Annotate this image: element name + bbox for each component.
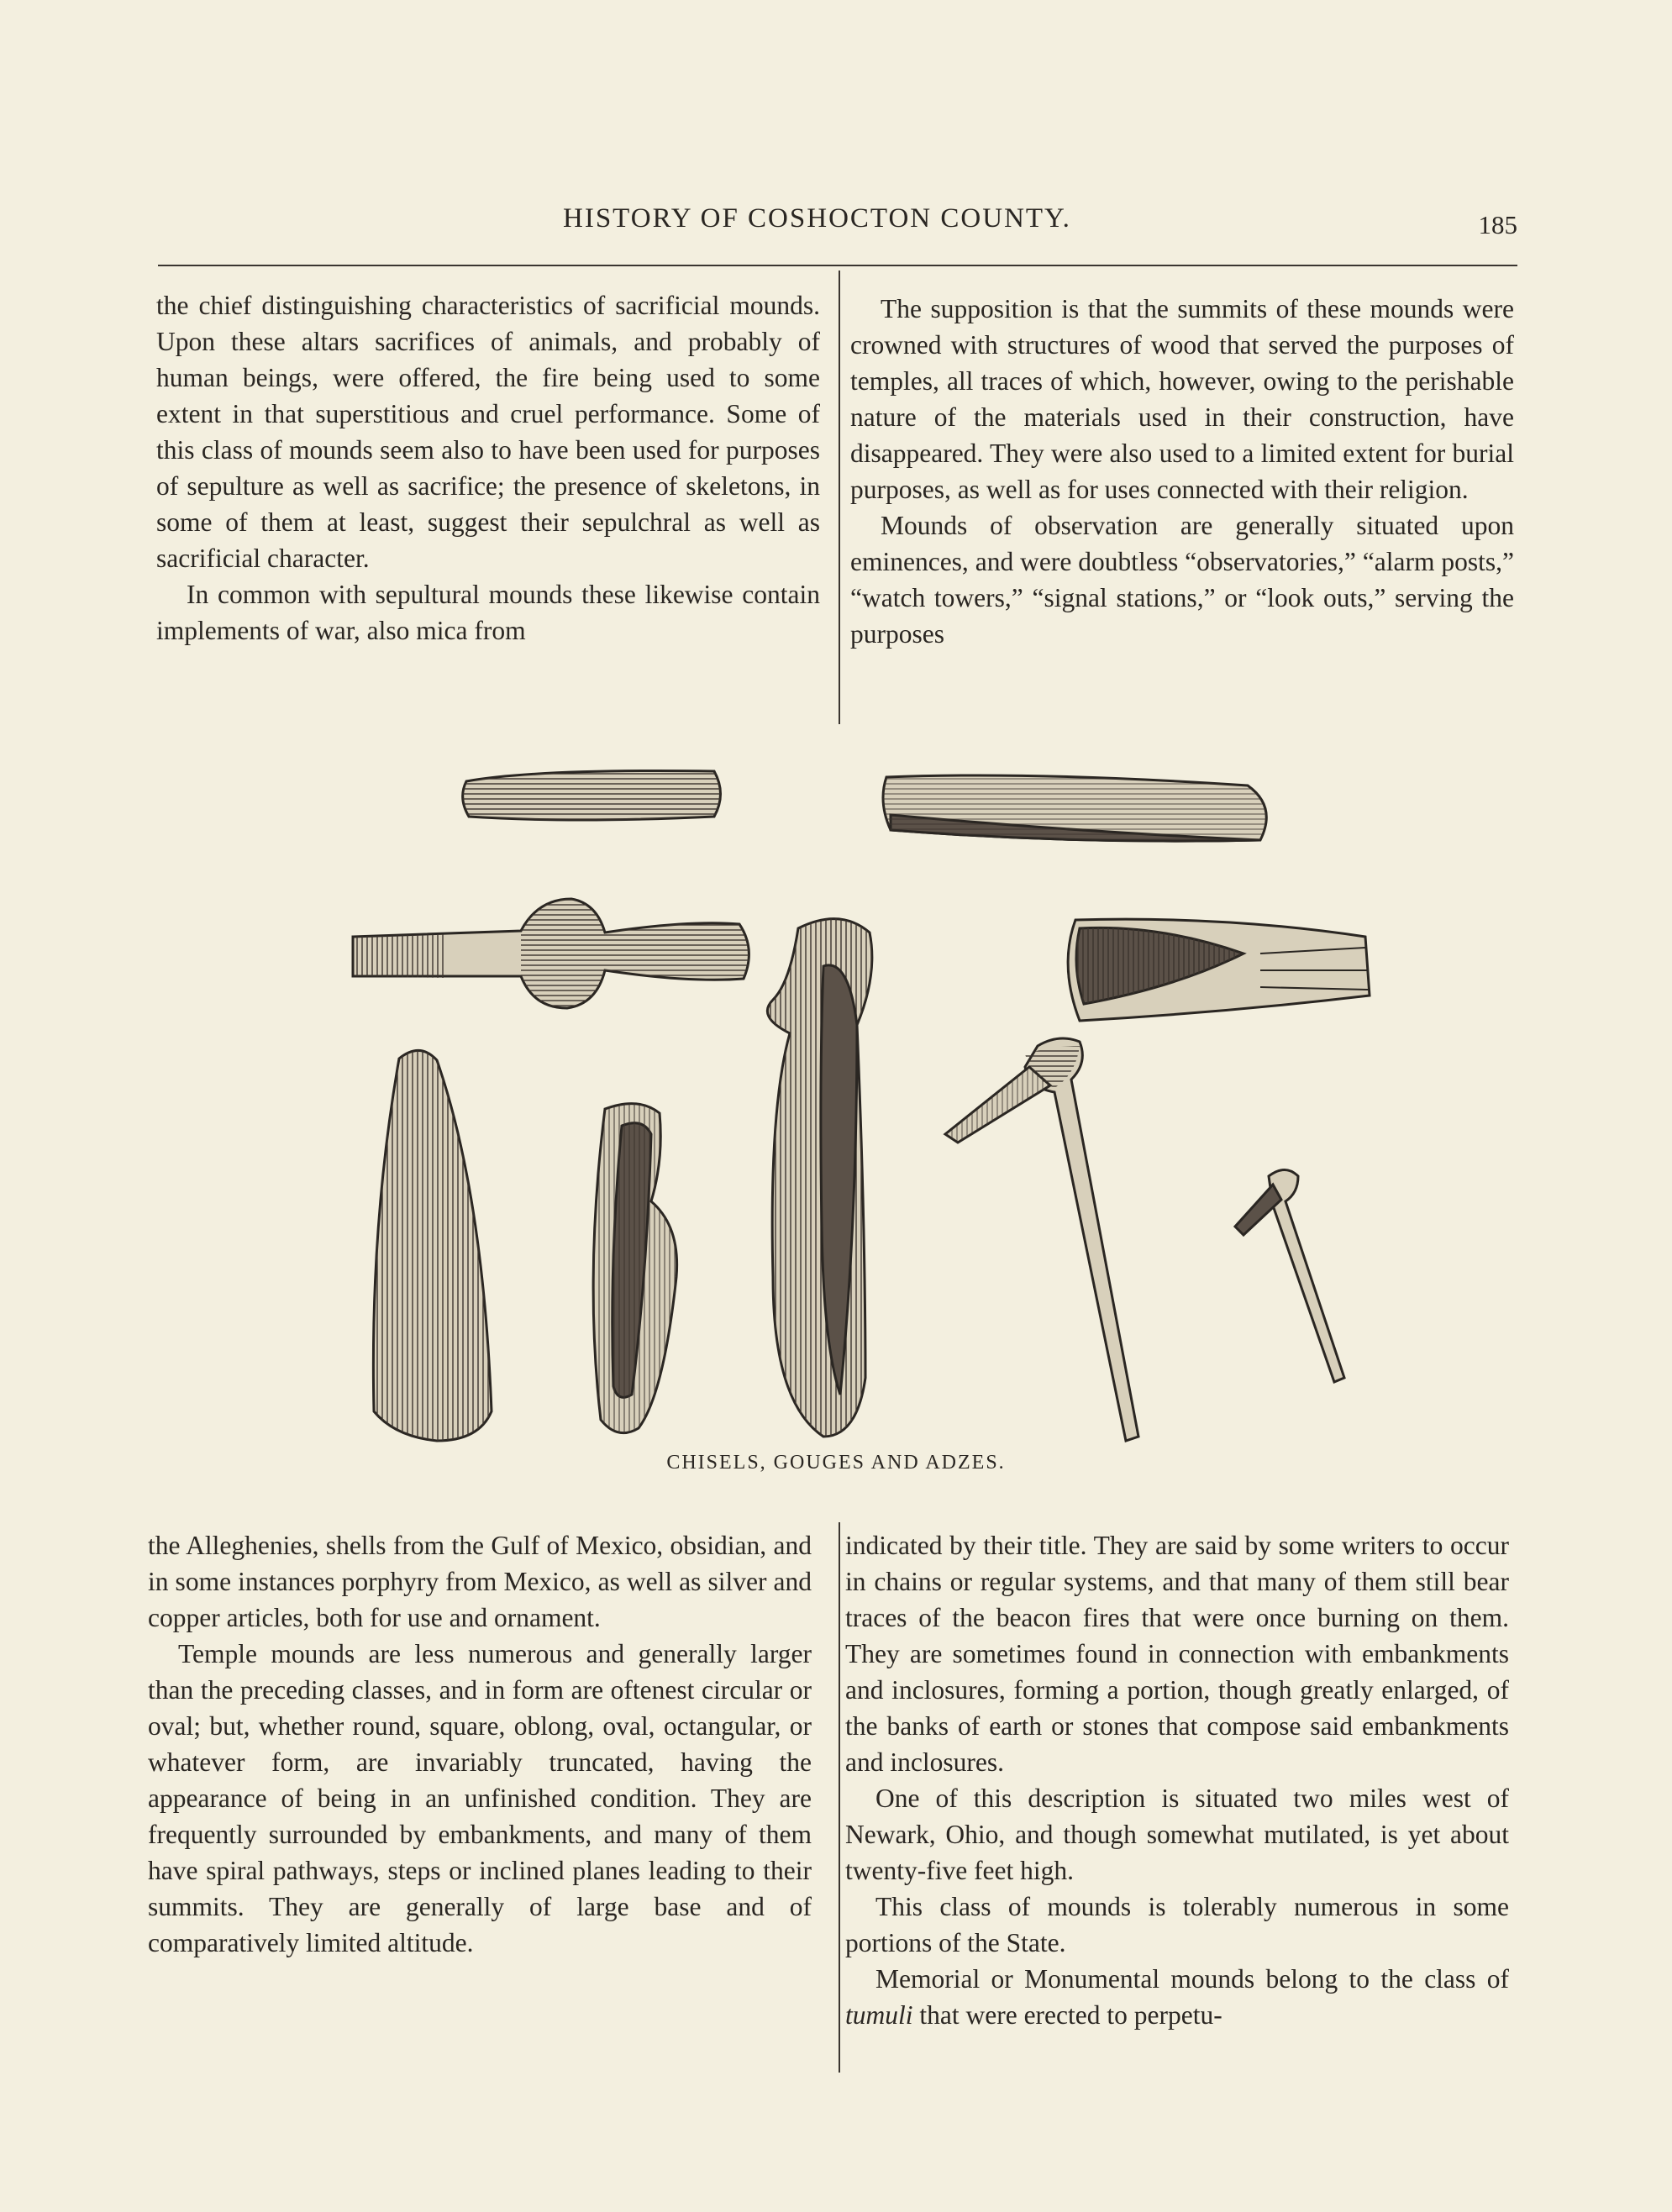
paragraph: indicated by their title. They are said by some writers to occur in chains or regular systems, and that many of them still bear traces of the beacon fires that were once burning on them. They are sometimes found in connection with embankments and inclosures, forming a portion, though greatly enlarged, of the banks of earth or stones that compose said embankments and inclosures. — [845, 1531, 1509, 1777]
gouge — [593, 1104, 677, 1433]
text-run: Memorial or Monumental mounds belong to the class of — [875, 1964, 1509, 1994]
column-rule-bottom — [839, 1522, 840, 2073]
text-run: that were erected to perpetu- — [919, 2000, 1222, 2030]
header-rule — [158, 265, 1517, 266]
paragraph: the chief distinguishing characteristics of sacrificial mounds. Upon these altars sacrifices of animals, and probably of human beings, were offered, the fire being used to some extent in that superstitious and cruel performance. Some of this class of mounds seem also to have been used for purposes of sepulture as well as sacrifice; the presence of skeletons, in some of them at least, suggest their sepulchral as well as sacrificial character. — [156, 291, 820, 573]
top-left-column — [156, 287, 820, 649]
paragraph: In common with sepultural mounds these likewise contain implements of war, also mica from — [156, 580, 820, 645]
chisel-1 — [463, 771, 721, 821]
running-title: HISTORY OF COSHOCTON COUNTY. — [563, 203, 1071, 234]
small-hafted-tool — [1235, 1170, 1344, 1383]
bottom-right-column — [845, 1527, 1509, 2033]
paragraph: The supposition is that the summits of these mounds were crowned with structures of wood that served the purposes of temples, all traces of which, however, owing to the perishable nature of the materials used in their construction, have disappeared. They were also used to a limited extent for burial purposes, as well as for uses connected with their religion. — [850, 294, 1514, 504]
paragraph — [845, 1961, 1509, 2033]
paragraph: Mounds of observation are generally situated upon eminences, and were doubtless “observatories,” “alarm posts,” “watch towers,” “signal stations,” or “look outs,” serving the purposes — [850, 511, 1514, 649]
hafted-adze — [945, 1038, 1138, 1441]
column-rule-top — [839, 271, 840, 724]
celt-chisel — [373, 1050, 492, 1441]
figure-caption: CHISELS, GOUGES AND ADZES. — [666, 1452, 1006, 1474]
page-header — [158, 198, 1517, 249]
paragraph: This class of mounds is tolerably numerous in some portions of the State. — [845, 1892, 1509, 1957]
paragraph: Temple mounds are less numerous and generally larger than the preceding classes, and in form are oftenest circular or oval; but, whether round, square, oblong, oval, octangular, or whatever form, are invariably truncated, having the appearance of being in an unfinished condition. They are frequently surrounded by embankments, and many of them have spiral pathways, steps or inclined planes leading to their summits. They are generally of large base and of comparatively limited altitude. — [148, 1639, 812, 1957]
tools-illustration — [319, 756, 1412, 1453]
chisel-2 — [883, 775, 1266, 841]
top-right-column — [850, 291, 1514, 652]
flat-adze — [1068, 919, 1370, 1021]
tools-engraving — [319, 756, 1412, 1453]
paragraph: the Alleghenies, shells from the Gulf of Mexico, obsidian, and in some instances porphyry from Mexico, as well as silver and copper articles, both for use and ornament. — [148, 1531, 812, 1632]
curved-gouge — [767, 919, 872, 1437]
page-number: 185 — [1478, 210, 1517, 239]
italic-term: tumuli — [845, 2000, 913, 2030]
grooved-adze — [353, 899, 749, 1008]
bottom-left-column — [148, 1527, 812, 1961]
paragraph: One of this description is situated two miles west of Newark, Ohio, and though somewhat mutilated, is yet about twenty-five feet high. — [845, 1784, 1509, 1885]
